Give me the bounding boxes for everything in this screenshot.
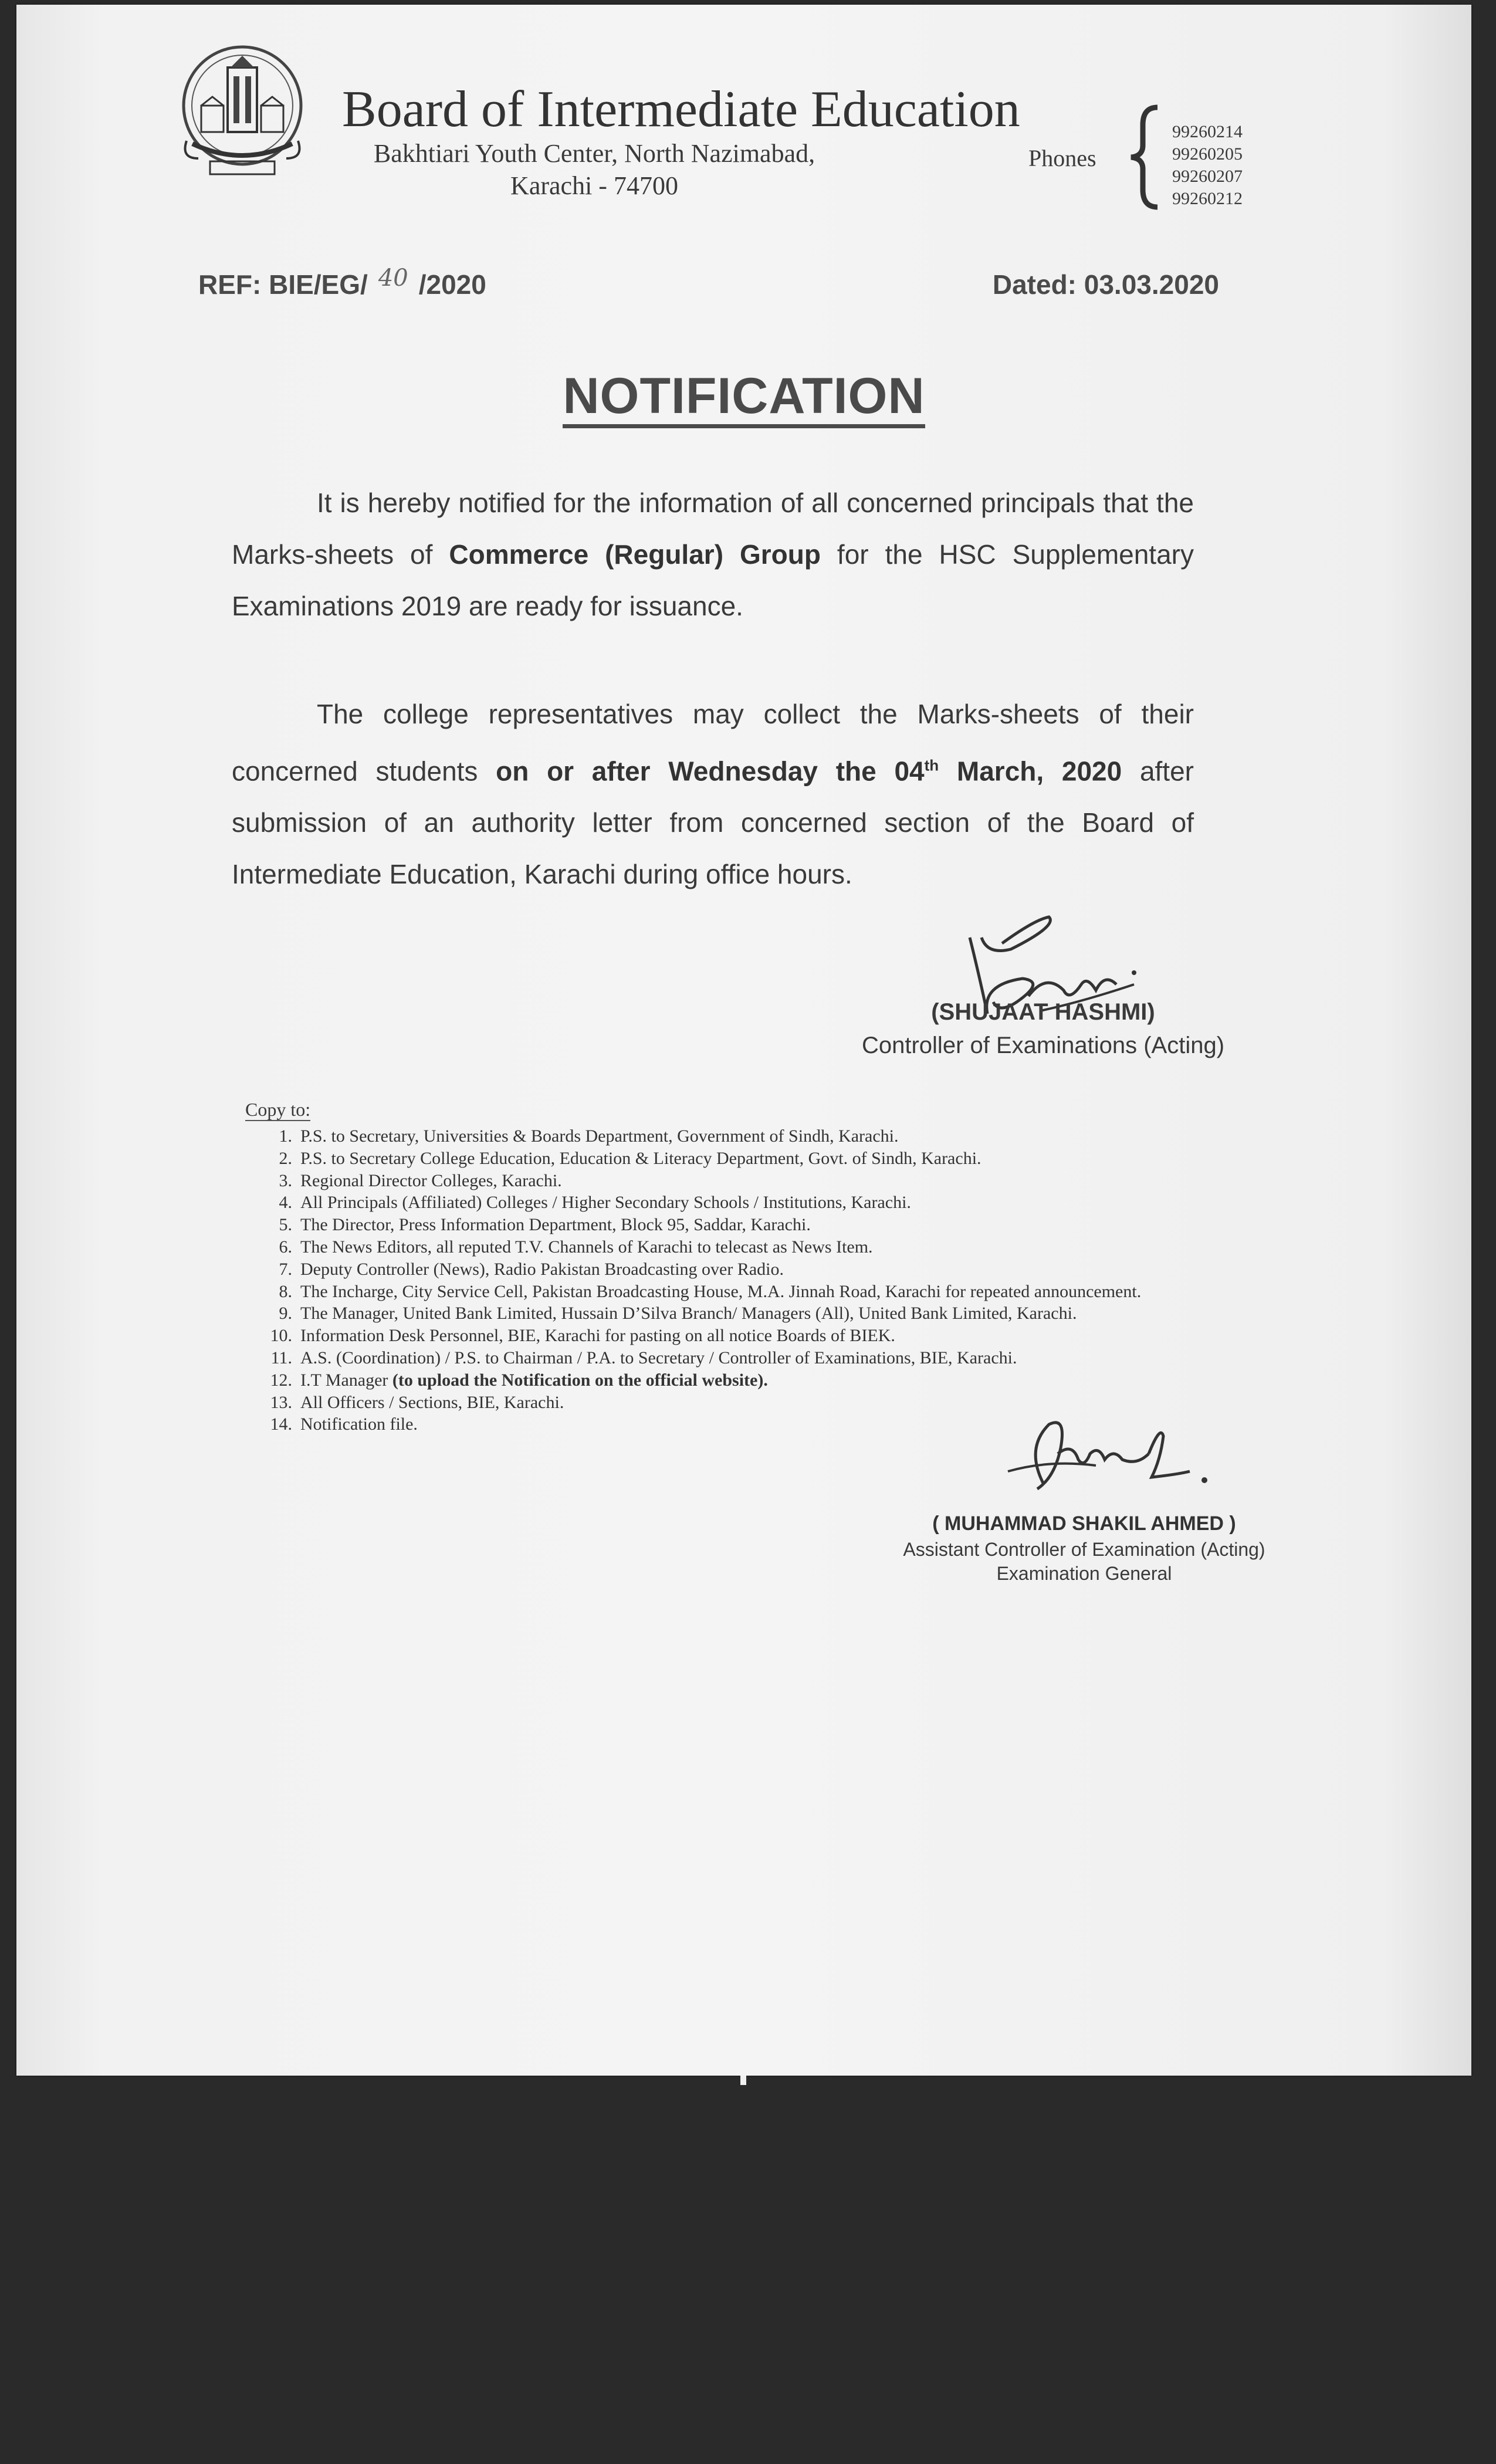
para-2-bold-1: on or after Wednesday the 04	[496, 756, 925, 787]
para-1-text-2: for the HSC Supplementary Examinations 2019 are ready for issuance.	[232, 539, 1194, 621]
signatory-2-department: Examination General	[996, 1563, 1172, 1584]
para-1-text-1: It is hereby notified for the information of all concerned principals that the Marks-sheets of	[232, 488, 1194, 570]
reference-number	[198, 265, 486, 300]
signatory-2-name: ( MUHAMMAD SHAKIL AHMED )	[932, 1512, 1236, 1535]
paragraph-2	[232, 688, 1194, 900]
list-number: 6.	[279, 1237, 292, 1257]
para-2-bold-sup: th	[924, 757, 939, 774]
curly-brace-icon	[1125, 104, 1166, 210]
list-item	[245, 1369, 1301, 1392]
list-number: 8.	[279, 1281, 292, 1301]
list-number: 2.	[279, 1148, 292, 1168]
list-number: 4.	[279, 1193, 292, 1213]
phone-number: 99260214	[1172, 122, 1243, 141]
list-number: 3.	[279, 1170, 292, 1190]
list-item	[245, 1125, 1301, 1148]
list-number: 12.	[270, 1370, 292, 1390]
list-number: 9.	[279, 1304, 292, 1324]
list-item	[245, 1392, 1301, 1414]
page-title	[16, 367, 1471, 425]
list-number: 11.	[270, 1348, 292, 1368]
ref-prefix: REF: BIE/EG/	[198, 269, 368, 300]
list-item	[245, 1258, 1301, 1281]
list-text: The Manager, United Bank Limited, Hussain D’Silva Branch/ Managers (All), United Bank Limited, Karachi.	[300, 1304, 1077, 1324]
signatory-1-name: (SHUJAAT HASHMI)	[931, 999, 1155, 1025]
ref-handwritten-number: 40	[378, 265, 408, 292]
notification-heading: NOTIFICATION	[563, 368, 925, 428]
page-edge-mark	[740, 2076, 746, 2085]
list-item	[245, 1236, 1301, 1258]
copy-to-list	[245, 1125, 1301, 1436]
signature-2-icon	[1002, 1413, 1213, 1501]
phone-number: 99260205	[1172, 144, 1243, 164]
list-item	[245, 1170, 1301, 1192]
list-text: P.S. to Secretary College Education, Education & Literacy Department, Govt. of Sindh, Karachi.	[300, 1148, 981, 1168]
list-text: Information Desk Personnel, BIE, Karachi for pasting on all notice Boards of BIEK.	[300, 1326, 895, 1346]
list-item	[245, 1325, 1301, 1347]
list-number: 10.	[270, 1326, 292, 1346]
list-number: 14.	[270, 1414, 292, 1434]
para-2-bold-2: March, 2020	[939, 756, 1122, 787]
ref-suffix: /2020	[418, 269, 486, 300]
address-line-2: Karachi - 74700	[510, 171, 678, 200]
list-item	[245, 1148, 1301, 1170]
list-number: 13.	[270, 1392, 292, 1412]
notification-page	[16, 5, 1471, 2076]
list-text: All Principals (Affiliated) Colleges / Higher Secondary Schools / Institutions, Karachi.	[300, 1193, 911, 1213]
list-text: P.S. to Secretary, Universities & Boards Department, Government of Sindh, Karachi.	[300, 1126, 899, 1146]
list-text: The Incharge, City Service Cell, Pakistan Broadcasting House, M.A. Jinnah Road, Karachi for repeated announcement.	[300, 1281, 1142, 1301]
list-text: Deputy Controller (News), Radio Pakistan Broadcasting over Radio.	[300, 1259, 784, 1279]
phone-number: 99260212	[1172, 189, 1243, 208]
list-item	[245, 1281, 1301, 1303]
list-text: A.S. (Coordination) / P.S. to Chairman / P.A. to Secretary / Controller of Examinations, BIE, Karachi.	[300, 1348, 1017, 1368]
copy-to-label: Copy to:	[245, 1099, 311, 1120]
list-text: Notification file.	[300, 1414, 418, 1434]
list-item	[245, 1192, 1301, 1214]
signatory-2-title: Assistant Controller of Examination (Acting)	[903, 1539, 1265, 1560]
list-item	[245, 1302, 1301, 1325]
list-item	[245, 1214, 1301, 1236]
signatory-1-title: Controller of Examinations (Acting)	[861, 1033, 1225, 1058]
phone-numbers	[1172, 121, 1243, 210]
list-text: The News Editors, all reputed T.V. Channels of Karachi to telecast as News Item.	[300, 1237, 873, 1257]
phones-label: Phones	[1028, 145, 1096, 171]
para-2-text-1: The college representatives may collect the Marks-sheets of their concerned students	[232, 699, 1194, 787]
board-emblem-icon	[175, 41, 310, 188]
list-item	[245, 1347, 1301, 1369]
phone-number: 99260207	[1172, 167, 1243, 186]
para-1-bold: Commerce (Regular) Group	[449, 539, 821, 570]
list-number: 1.	[279, 1126, 292, 1146]
list-text: Regional Director Colleges, Karachi.	[300, 1170, 562, 1190]
list-text: I.T Manager	[300, 1370, 392, 1390]
list-number: 7.	[279, 1259, 292, 1279]
list-text: All Officers / Sections, BIE, Karachi.	[300, 1392, 564, 1412]
copy-to-heading	[245, 1099, 310, 1121]
board-name: Board of Intermediate Education	[342, 81, 1020, 138]
list-text: The Director, Press Information Department, Block 95, Saddar, Karachi.	[300, 1215, 811, 1235]
dated: Dated: 03.03.2020	[992, 269, 1219, 300]
list-bold: (to upload the Notification on the official website).	[392, 1370, 768, 1390]
paragraph-1	[232, 477, 1194, 632]
address-line-1: Bakhtiari Youth Center, North Nazimabad,	[373, 139, 815, 168]
list-number: 5.	[279, 1215, 292, 1235]
para-2-text-2: after submission of an authority letter from concerned section of the Board of Intermediate Education, Karachi during office hours.	[232, 756, 1194, 890]
